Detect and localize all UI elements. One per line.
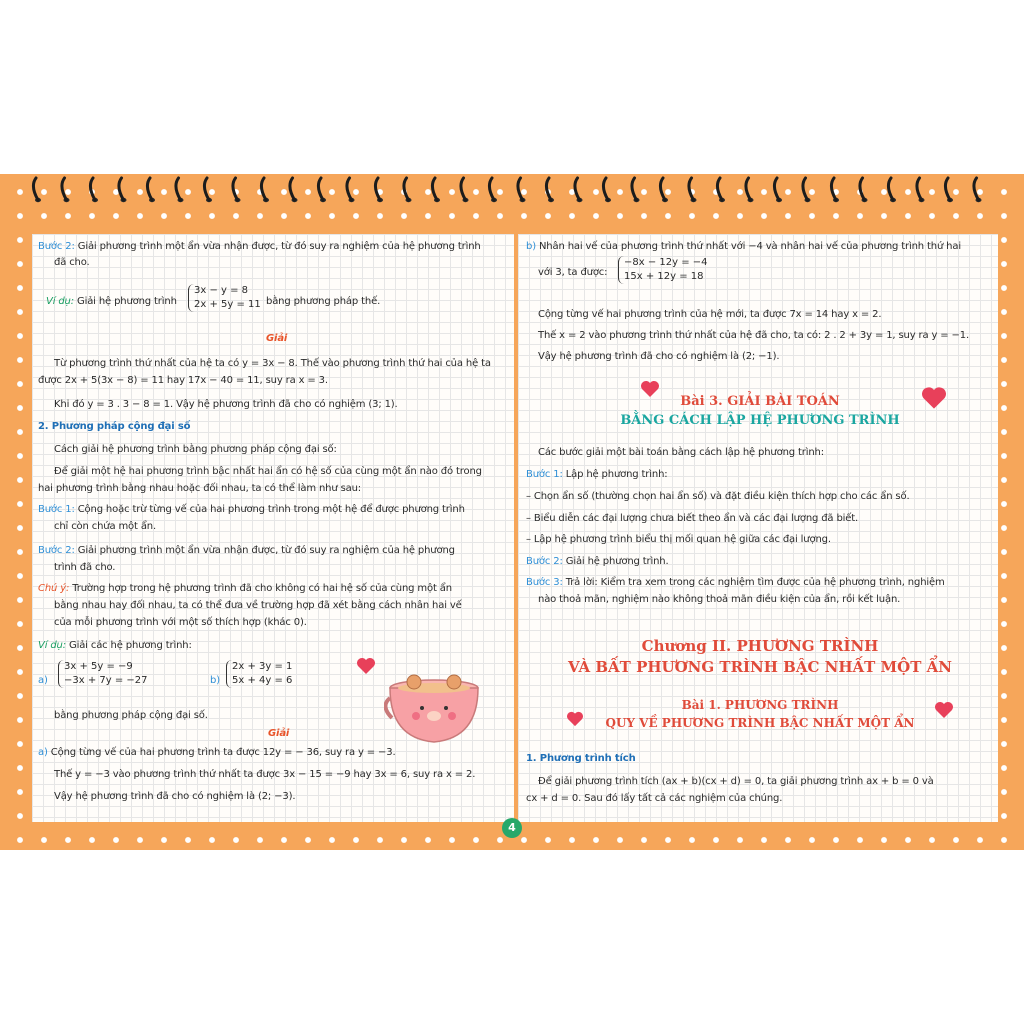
text-line: cx + d = 0. Sau đó lấy tất cả các nghiệm của chúng.	[526, 793, 783, 804]
binding-ring	[62, 178, 67, 200]
binding-ring	[375, 178, 380, 200]
binding-ring	[603, 178, 608, 200]
binding-ring	[575, 178, 580, 200]
lesson-1-title-line2: QUY VỀ PHƯƠNG TRÌNH BẬC NHẤT MỘT ẨN	[605, 716, 915, 730]
binding-ring	[90, 178, 95, 200]
binding-ring	[33, 178, 38, 200]
text-line: Thế y = −3 vào phương trình thứ nhất ta được 3x − 15 = −9 hay 3x = 6, suy ra x = 2.	[54, 769, 476, 780]
binding-ring	[489, 178, 494, 200]
step-2-line: Bước 2: Giải phương trình một ẩn vừa nhận được, từ đó suy ra nghiệm của hệ phương trình	[38, 241, 481, 252]
binding-ring	[831, 178, 836, 200]
step-2-line-b: Bước 2: Giải phương trình một ẩn vừa nhận được, từ đó suy ra nghiệm của hệ phương	[38, 545, 455, 556]
chapter-title-line2: VÀ BẤT PHƯƠNG TRÌNH BẬC NHẤT MỘT ẨN	[568, 658, 952, 676]
text-line: hai phương trình bằng nhau hoặc đối nhau, ta có thể làm như sau:	[38, 483, 362, 494]
text-line: Để giải phương trình tích (ax + b)(cx + d) = 0, ta giải phương trình ax + b = 0 và	[538, 776, 934, 787]
right-page	[518, 234, 998, 822]
text-line: Vậy hệ phương trình đã cho có nghiệm là (2; −3).	[54, 791, 296, 802]
section-heading: 1. Phương trình tích	[526, 753, 636, 764]
text-line: Các bước giải một bài toán bằng cách lập hệ phương trình:	[538, 447, 824, 458]
text-line: Cộng từng vế hai phương trình của hệ mới, ta được 7x = 14 hay x = 2.	[538, 309, 882, 320]
text-line: bằng phương pháp cộng đại số.	[54, 710, 208, 721]
part-b-label: b)	[210, 675, 220, 686]
equation-system: 3x + 5y = −9 −3x + 7y = −27	[58, 660, 148, 688]
binding-ring	[290, 178, 295, 200]
binding-ring	[660, 178, 665, 200]
text-line: bằng phương pháp thế.	[266, 296, 381, 307]
equation-system: 2x + 3y = 1 5x + 4y = 6	[226, 660, 292, 688]
text-line: Vậy hệ phương trình đã cho có nghiệm là (2; −1).	[538, 351, 780, 362]
binding-ring	[888, 178, 893, 200]
binding-ring	[461, 178, 466, 200]
example-1: Ví dụ: Giải hệ phương trình	[46, 296, 177, 307]
binding-ring	[404, 178, 409, 200]
binding-ring	[917, 178, 922, 200]
binding-ring	[432, 178, 437, 200]
part-b-line: b) Nhân hai vế của phương trình thứ nhất với −4 và nhân hai vế của phương trình thứ hai	[526, 241, 961, 252]
binding-ring	[746, 178, 751, 200]
binding-ring	[233, 178, 238, 200]
binding-ring	[204, 178, 209, 200]
step-2-line: Bước 2: Giải hệ phương trình.	[526, 556, 669, 567]
binding-ring	[176, 178, 181, 200]
binding-ring	[119, 178, 124, 200]
text-line: được 2x + 5(3x − 8) = 11 hay 17x − 40 = 11, suy ra x = 3.	[38, 375, 328, 386]
equation-system: −8x − 12y = −4 15x + 12y = 18	[618, 256, 708, 284]
text-line: với 3, ta được:	[538, 267, 608, 278]
text-line: Từ phương trình thứ nhất của hệ ta có y = 3x − 8. Thế vào phương trình thứ hai của hệ ta	[54, 358, 491, 369]
text-line: Để giải một hệ hai phương trình bậc nhất hai ẩn có hệ số của cùng một ẩn nào đó trong	[54, 466, 482, 477]
section-heading: 2. Phương pháp cộng đại số	[38, 421, 191, 432]
text-line: nào thoả mãn, nghiệm nào không thoả mãn điều kiện của ẩn, rồi kết luận.	[538, 594, 901, 605]
binding-ring	[546, 178, 551, 200]
spiral-binding	[28, 176, 996, 206]
binding-ring	[261, 178, 266, 200]
text-line: Thế x = 2 vào phương trình thứ nhất của hệ đã cho, ta có: 2 . 2 + 3y = 1, suy ra y = −1.	[538, 330, 970, 341]
text-line: chỉ còn chứa một ẩn.	[54, 521, 157, 532]
binding-ring	[518, 178, 523, 200]
binding-ring	[147, 178, 152, 200]
example-2: Ví dụ: Giải các hệ phương trình:	[38, 640, 192, 651]
step-1-line: Bước 1: Cộng hoặc trừ từng vế của hai phương trình trong một hệ để được phương trình	[38, 504, 465, 515]
binding-ring	[347, 178, 352, 200]
binding-ring	[318, 178, 323, 200]
lesson-1-title-line1: Bài 1. PHƯƠNG TRÌNH	[681, 698, 839, 712]
binding-ring	[632, 178, 637, 200]
text-line: – Lập hệ phương trình biểu thị mối quan hệ giữa các đại lượng.	[526, 534, 831, 545]
step-3-line: Bước 3: Trả lời: Kiểm tra xem trong các nghiệm tìm được của hệ phương trình, nghiệm	[526, 577, 945, 588]
step-1-line: Bước 1: Lập hệ phương trình:	[526, 469, 668, 480]
binding-ring	[717, 178, 722, 200]
binding-ring	[860, 178, 865, 200]
text-line: Cách giải hệ phương trình bằng phương pháp cộng đại số:	[54, 444, 337, 455]
binding-ring	[945, 178, 950, 200]
lesson-3-title-line1: Bài 3. GIẢI BÀI TOÁN	[680, 394, 840, 409]
text-line: đã cho.	[54, 257, 90, 268]
part-a-label: a)	[38, 675, 48, 686]
chapter-title-line1: Chương II. PHƯƠNG TRÌNH	[641, 637, 879, 655]
binding-ring	[774, 178, 779, 200]
note-line: Chú ý: Trường hợp trong hệ phương trình đã cho không có hai hệ số của cùng một ẩn	[38, 583, 452, 594]
solution-heading: Giải	[266, 333, 288, 344]
solution-heading: Giải	[268, 728, 290, 739]
text-line: trình đã cho.	[54, 562, 116, 573]
binding-ring	[803, 178, 808, 200]
page-number: 4	[502, 818, 522, 838]
text-line: bằng nhau hay đối nhau, ta có thể đưa về trường hợp đã xét bằng cách nhân hai vế	[54, 600, 462, 611]
cup-illustration	[384, 668, 488, 748]
binding-ring	[689, 178, 694, 200]
equation-system: 3x − y = 8 2x + 5y = 11	[188, 284, 261, 312]
lesson-3-title-line2: BẰNG CÁCH LẬP HỆ PHƯƠNG TRÌNH	[620, 413, 900, 428]
text-line: Khi đó y = 3 . 3 − 8 = 1. Vậy hệ phương trình đã cho có nghiệm (3; 1).	[54, 399, 398, 410]
heart-icon	[356, 657, 376, 675]
solution-a: a) Cộng từng vế của hai phương trình ta được 12y = − 36, suy ra y = −3.	[38, 747, 396, 758]
binding-ring	[974, 178, 979, 200]
text-line: của mỗi phương trình với một số thích hợp (khác 0).	[54, 617, 307, 628]
text-line: – Chọn ẩn số (thường chọn hai ẩn số) và đặt điều kiện thích hợp cho các ẩn số.	[526, 491, 910, 502]
text-line: – Biểu diễn các đại lượng chưa biết theo ẩn và các đại lượng đã biết.	[526, 513, 859, 524]
